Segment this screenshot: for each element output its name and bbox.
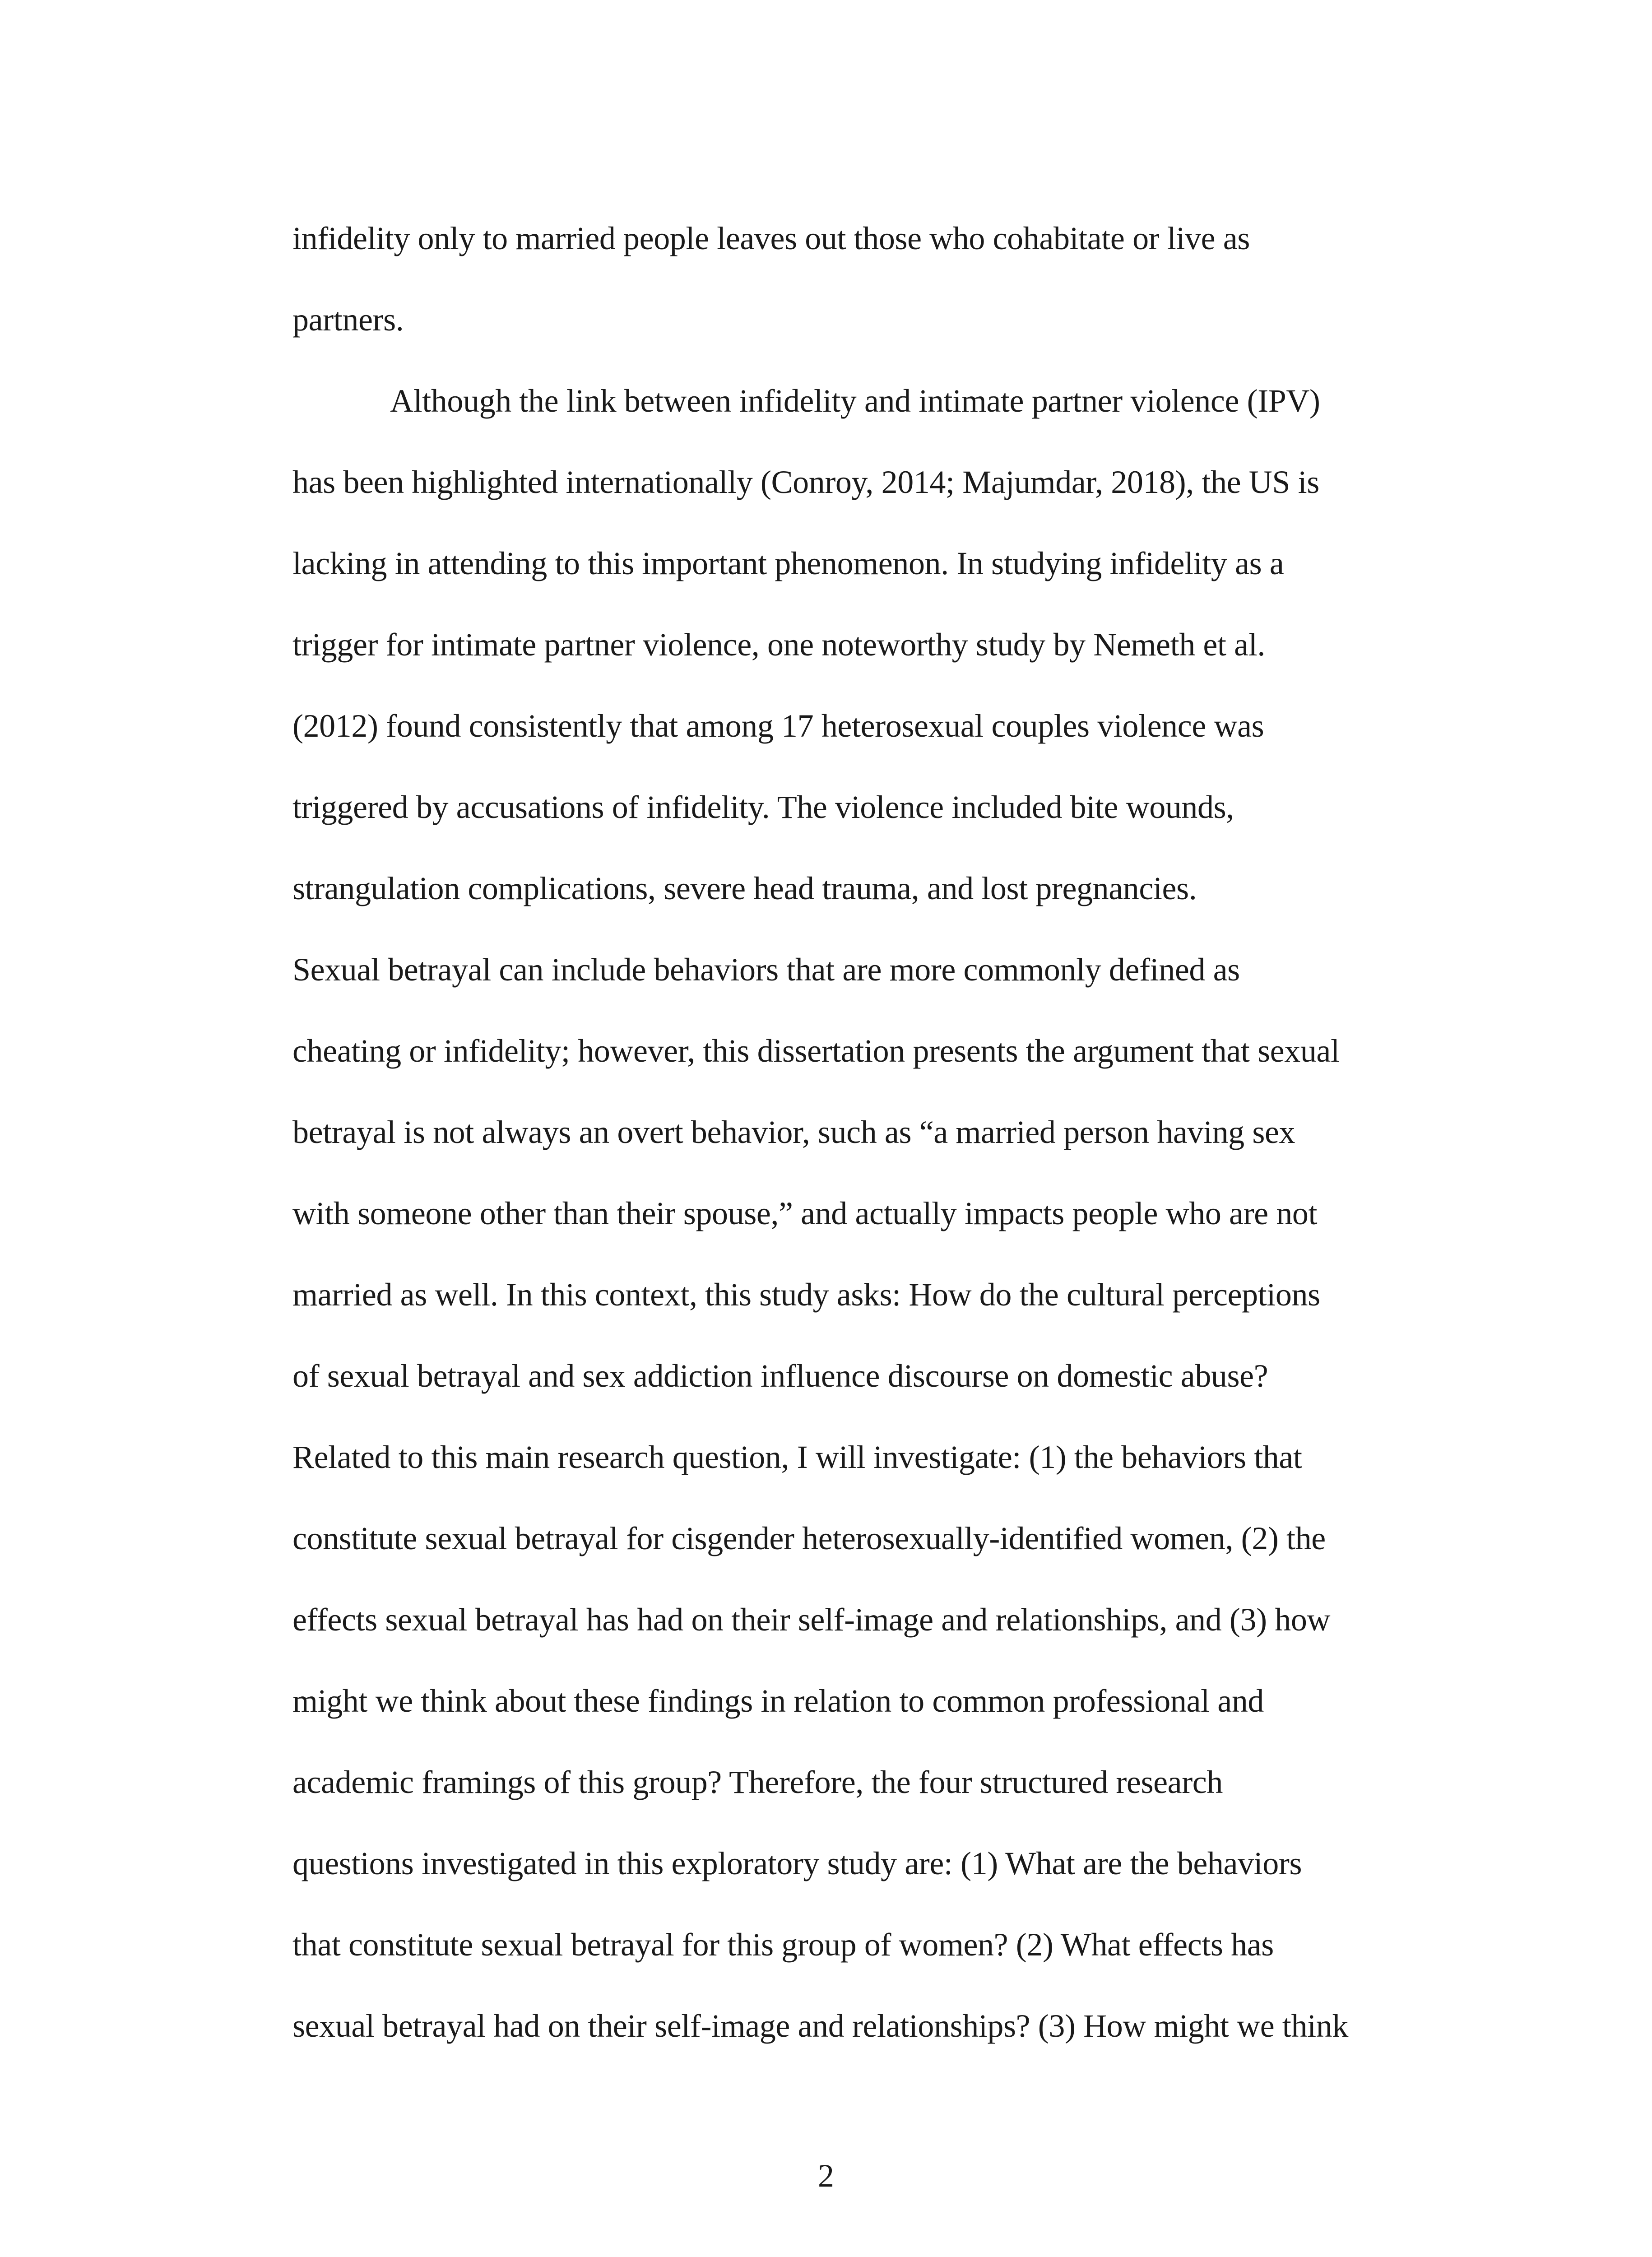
text-line: Sexual betrayal can include behaviors that are more commonly defined as xyxy=(292,952,1240,988)
page-number: 2 xyxy=(818,2158,834,2194)
text-line: trigger for intimate partner violence, one noteworthy study by Nemeth et al. xyxy=(292,627,1265,663)
text-line: might we think about these findings in relation to common professional and xyxy=(292,1683,1264,1719)
text-line: cheating or infidelity; however, this dissertation presents the argument that sexual xyxy=(292,1033,1340,1069)
text-line: that constitute sexual betrayal for this group of women? (2) What effects has xyxy=(292,1927,1274,1963)
text-line: effects sexual betrayal has had on their self-image and relationships, and (3) how xyxy=(292,1602,1331,1638)
text-line: Although the link between infidelity and intimate partner violence (IPV) xyxy=(390,383,1320,419)
text-line: has been highlighted internationally (Conroy, 2014; Majumdar, 2018), the US is xyxy=(292,464,1319,500)
text-line: strangulation complications, severe head trauma, and lost pregnancies. xyxy=(292,870,1197,906)
text-line: betrayal is not always an overt behavior, such as “a married person having sex xyxy=(292,1114,1295,1150)
text-line: Related to this main research question, I will investigate: (1) the behaviors that xyxy=(292,1439,1302,1475)
text-line: academic framings of this group? Therefore, the four structured research xyxy=(292,1764,1223,1800)
text-line: lacking in attending to this important phenomenon. In studying infidelity as a xyxy=(292,545,1284,581)
text-line: constitute sexual betrayal for cisgender heterosexually-identified women, (2) the xyxy=(292,1520,1326,1556)
text-line: married as well. In this context, this study asks: How do the cultural perceptions xyxy=(292,1277,1320,1313)
text-line: (2012) found consistently that among 17 heterosexual couples violence was xyxy=(292,708,1264,744)
text-line: with someone other than their spouse,” and actually impacts people who are not xyxy=(292,1195,1318,1231)
text-line: infidelity only to married people leaves out those who cohabitate or live as xyxy=(292,220,1250,256)
text-line: partners. xyxy=(292,302,404,338)
text-line: sexual betrayal had on their self-image and relationships? (3) How might we think xyxy=(292,2008,1348,2044)
text-line: questions investigated in this exploratory study are: (1) What are the behaviors xyxy=(292,1845,1302,1881)
text-line: triggered by accusations of infidelity. The violence included bite wounds, xyxy=(292,789,1234,825)
text-line: of sexual betrayal and sex addiction influence discourse on domestic abuse? xyxy=(292,1358,1268,1394)
